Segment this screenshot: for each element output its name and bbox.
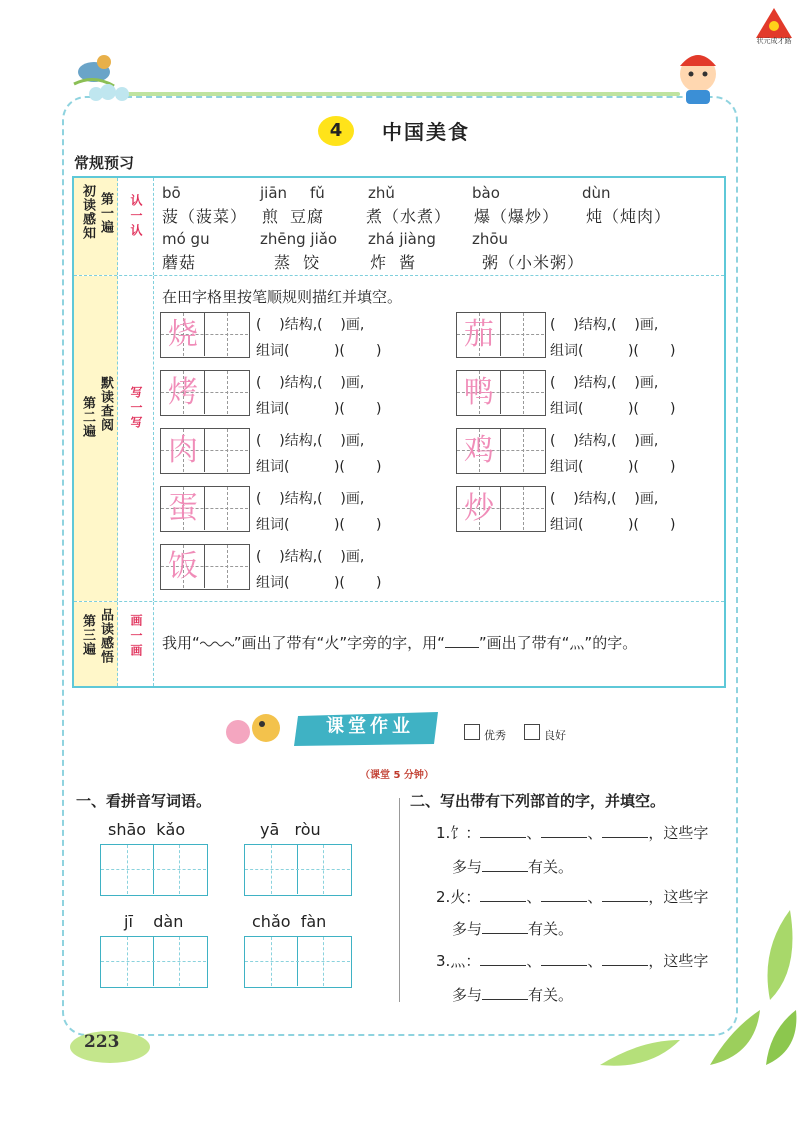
stage-desc: 品读感悟 [98, 608, 113, 664]
pinyin-prompt: yā ròu [260, 820, 321, 839]
action-text: 认一认 [129, 194, 143, 239]
word-blank[interactable]: 组词( )( ) [550, 343, 676, 359]
tracing-grid[interactable] [160, 370, 250, 416]
structure-blank[interactable]: ( )结构,( )画, [256, 375, 365, 391]
structure-blank[interactable]: ( )结构,( )画, [550, 491, 659, 507]
stage-name: 第三遍 [80, 614, 95, 656]
vocab-word: 爆（爆炒） [474, 207, 560, 226]
tracing-grid[interactable] [160, 312, 250, 358]
preview-table [72, 176, 726, 688]
word-blank[interactable]: 组词( )( ) [256, 517, 382, 533]
action-text: 画一画 [129, 614, 143, 659]
structure-blank[interactable]: ( )结构,( )画, [256, 491, 365, 507]
pinyin: bō [162, 184, 181, 202]
vocab-word: 蘑菇 [162, 253, 197, 272]
pinyin-prompt: shāo kǎo [108, 820, 186, 839]
pinyin: zhá jiàng [368, 230, 436, 248]
lead-text: 多与 [452, 986, 483, 1004]
structure-blank[interactable]: ( )结构,( )画, [550, 433, 659, 449]
pinyin: zhǔ [368, 184, 395, 202]
end-text: 有关。 [528, 920, 574, 938]
trace-char: 鸡 [464, 433, 494, 468]
wavy-line-icon [200, 640, 234, 648]
tracing-grid[interactable] [456, 312, 546, 358]
word-blank[interactable]: 组词( )( ) [550, 459, 676, 475]
radical-question: 1.饣： 、 、 ，这些字 [436, 824, 709, 842]
radical-question: 2.火： 、 、 ，这些字 [436, 888, 709, 906]
vocab-word: 豆腐 [290, 207, 325, 226]
stage-two-row [74, 276, 724, 602]
word-blank[interactable]: 组词( )( ) [256, 575, 382, 591]
radical-question-followup [452, 984, 573, 1005]
vocab-word: 蒸 饺 [274, 253, 321, 272]
page-number: 223 [84, 1032, 120, 1052]
tracing-grid[interactable] [160, 544, 250, 590]
action-text: 写一写 [129, 386, 143, 431]
leaves-icon [560, 890, 800, 1070]
q-number: 3. [436, 952, 451, 970]
answer-blank[interactable] [482, 858, 528, 872]
action-label [118, 178, 154, 275]
pinyin: zhēng jiǎo [260, 230, 338, 248]
radical-question-followup [452, 918, 573, 939]
word-blank[interactable]: 组词( )( ) [256, 401, 382, 417]
tracing-grid[interactable] [160, 486, 250, 532]
tracing-grid[interactable] [456, 486, 546, 532]
action-label [118, 602, 154, 686]
stage-one-row [74, 178, 724, 276]
writing-grid[interactable] [244, 844, 352, 896]
answer-blank[interactable] [482, 986, 528, 1000]
excellent-label: 优秀 [484, 729, 506, 742]
stage-label [74, 602, 118, 686]
trace-char: 饭 [168, 549, 198, 584]
pinyin: mó gu [162, 230, 210, 248]
stage-desc: 初读感知 [80, 184, 95, 240]
trace-char: 鸭 [464, 375, 494, 410]
answer-blank[interactable] [602, 824, 648, 838]
vocab-word: 菠（菠菜） [162, 207, 248, 226]
pinyin: fǔ [310, 184, 325, 202]
time-note: （课堂 5 分钟） [360, 770, 434, 781]
vocab-word: 炖（炖肉） [586, 207, 672, 226]
stage-label [74, 178, 118, 275]
tracing-grid[interactable] [456, 370, 546, 416]
word-blank[interactable]: 组词( )( ) [550, 517, 676, 533]
vocab-word: 煎 [262, 207, 280, 226]
tracing-grid[interactable] [456, 428, 546, 474]
stage-desc: 默读查阅 [98, 376, 113, 432]
stage-name: 第二遍 [80, 396, 95, 438]
word-blank[interactable]: 组词( )( ) [256, 343, 382, 359]
stage-three-row [74, 602, 724, 686]
radical-question: 3.灬： 、 、 ，这些字 [436, 952, 709, 970]
answer-blank[interactable] [482, 920, 528, 934]
sentence-part: 我用“ [162, 634, 200, 652]
radical: 灬 [450, 952, 466, 970]
radical: 饣 [450, 824, 466, 842]
section-title: 常规预习 [74, 154, 135, 172]
instruction: 在田字格里按笔顺规则描红并填空。 [162, 288, 403, 306]
vocab-word: 炸 酱 [370, 253, 417, 272]
lead-text: 多与 [452, 920, 483, 938]
cloud-icon [86, 84, 146, 102]
trace-char: 蛋 [168, 491, 198, 526]
answer-blank[interactable] [480, 888, 526, 902]
vocab-word: 粥（小米粥） [482, 253, 585, 272]
answer-blank[interactable] [541, 824, 587, 838]
pinyin-prompt: jī dàn [124, 912, 184, 931]
good-label: 良好 [544, 729, 566, 742]
trace-char: 烧 [168, 317, 198, 352]
pinyin: bào [472, 184, 500, 202]
structure-blank[interactable]: ( )结构,( )画, [550, 375, 659, 391]
q-number: 1. [436, 824, 451, 842]
tracing-grid[interactable] [160, 428, 250, 474]
marking-instruction [162, 632, 637, 653]
tail-text: ，这些字 [648, 888, 709, 906]
writing-grid[interactable] [100, 936, 208, 988]
lesson-number: 4 [318, 116, 354, 146]
structure-blank[interactable]: ( )结构,( )画, [256, 433, 365, 449]
q2-title: 二、写出带有下列部首的字，并填空。 [410, 792, 666, 810]
stage-name: 第一遍 [98, 192, 113, 234]
structure-blank[interactable]: ( )结构,( )画, [256, 317, 365, 333]
writing-grid[interactable] [100, 844, 208, 896]
word-blank[interactable]: 组词( )( ) [550, 401, 676, 417]
sentence-part: ”画出了带有“火”字旁的字，用“ [233, 634, 445, 652]
trace-char: 炒 [464, 491, 494, 526]
tail-text: ，这些字 [648, 824, 709, 842]
vocab-word: 煮（水煮） [366, 207, 452, 226]
tail-text: ，这些字 [648, 952, 709, 970]
writing-grid[interactable] [244, 936, 352, 988]
trace-char: 茄 [464, 317, 494, 352]
pinyin-prompt: chǎo fàn [252, 912, 327, 931]
stage-label [74, 276, 118, 601]
good-checkbox[interactable] [524, 724, 540, 740]
top-divider [120, 92, 680, 96]
lead-text: 多与 [452, 858, 483, 876]
publisher-logo-text: 状元成才路 [756, 37, 792, 45]
pinyin: zhōu [472, 230, 509, 248]
straight-line-icon [445, 636, 479, 648]
pinyin: dùn [582, 184, 611, 202]
structure-blank[interactable]: ( )结构,( )画, [550, 317, 659, 333]
mascot-icon [666, 44, 730, 108]
q1-title: 一、看拼音写词语。 [76, 792, 212, 810]
structure-blank[interactable]: ( )结构,( )画, [256, 549, 365, 565]
excellent-checkbox[interactable] [464, 724, 480, 740]
answer-blank[interactable] [480, 952, 526, 966]
pinyin: jiān [260, 184, 288, 202]
end-text: 有关。 [528, 858, 574, 876]
answer-blank[interactable] [480, 824, 526, 838]
trace-char: 肉 [168, 433, 198, 468]
q-number: 2. [436, 888, 451, 906]
end-text: 有关。 [528, 986, 574, 1004]
radical: 火 [450, 888, 466, 906]
homework-title: 课堂作业 [326, 716, 414, 737]
action-label [118, 276, 154, 601]
trace-char: 烤 [168, 375, 198, 410]
sentence-part: ”画出了带有“灬”的字。 [478, 634, 638, 652]
column-divider [399, 798, 400, 1002]
word-blank[interactable]: 组词( )( ) [256, 459, 382, 475]
lesson-title: 中国美食 [382, 120, 470, 144]
radical-question-followup [452, 856, 573, 877]
